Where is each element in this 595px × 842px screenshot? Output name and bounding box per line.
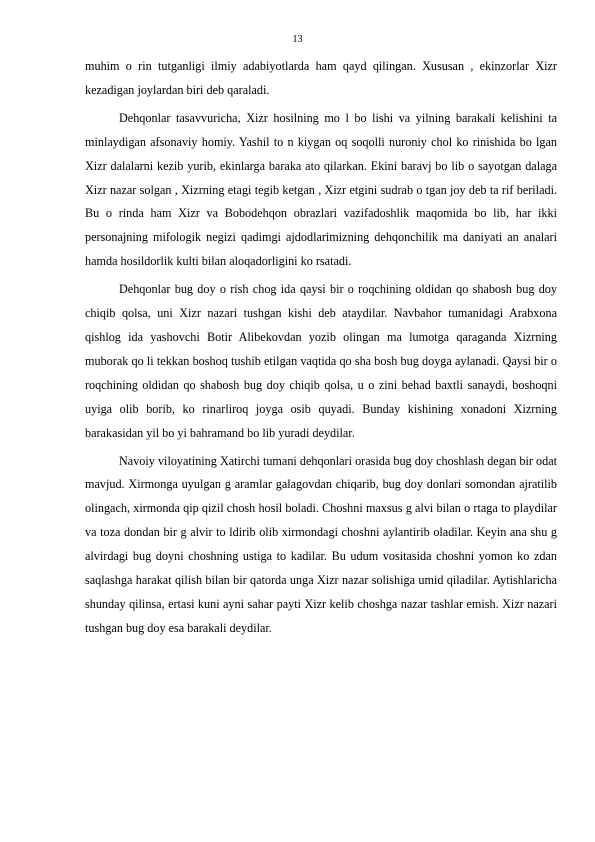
document-body: [85, 55, 557, 645]
paragraph-3: Dehqonlar bug doy o rish chog ida qaysi bir o roqchining oldidan qo shabosh bug doy chiqib qolsa, uni Xizr nazari tushgan kishi deb ataydilar. Navbahor tumanidagi Arabxona qishlog ida yashovchi Botir Alibekovdan yozib olingan ma lumotga qaraganda Xizrning muborak qo li tekkan boshoq tushib etilgan vaqtida qo sha bosh bug doyga aylanadi. Qaysi bir o roqchining oldidan qo shabosh bug doy chiqib qolsa, u o zini behad baxtli sanaydi, boshoqni uyiga olib borib, ko rinarliroq joyga osib quyadi. Bunday kishining xonadoni Xizrning barakasidan yil bo yi bahramand bo lib yuradi deydilar.: [85, 282, 557, 440]
paragraph-4: Navoiy viloyatining Xatirchi tumani dehqonlari orasida bug doy choshlash degan bir odat mavjud. Xirmonga uyulgan g aramlar galagovdan chiqarib, bug doy donlari somondan ajratilib olingach, xirmonda qip qizil chosh hosil boladi. Choshni maxsus g alvi bilan o rtaga to playdilar va toza dondan bir g alvir to ldirib olib xirmondagi choshni aylantirib oladilar. Keyin ana shu g alvirdagi bug doyni choshning ustiga to kadilar. Bu udum vositasida choshni yomon ko zdan saqlashga harakat qilish bilan bir qatorda unga Xizr nazar solishiga umid qiladilar. Aytishlaricha shunday qilinsa, ertasi kuni ayni sahar payti Xizr kelib choshga nazar tashlar emish. Xizr nazari tushgan bug doy esa barakali deydilar.: [85, 453, 557, 635]
page-number: 13: [292, 34, 303, 45]
paragraph-1: muhim o rin tutganligi ilmiy adabiyotlarda ham qayd qilingan. Xususan , ekinzorlar Xizr kezadigan joylardan biri deb qaraladi.: [85, 59, 557, 97]
paragraph-2: Dehqonlar tasavvuricha, Xizr hosilning mo l bo lishi va yilning barakali kelishini ta minlaydigan afsonaviy homiy. Yashil to n kiygan oq soqolli nuroniy chol ko rinishida bo lgan Xizr dalalarni kezib yurib, ekinlarga baraka ato qilarkan. Ekini baravj bo lib o sayotgan dalaga Xizr nazar solgan , Xizrning etagi tegib ketgan , Xizr etgini sudrab o tgan joy deb ta rif beriladi. Bu o rinda ham Xizr va Bobodehqon obrazlari vazifadoshlik maqomida bo lib, har ikki personajning mifologik negizi qadimgi ajdodlarimizning dehqonchilik ma daniyati an analari hamda hosildorlik kulti bilan aloqadorligini ko rsatadi.: [85, 110, 557, 269]
